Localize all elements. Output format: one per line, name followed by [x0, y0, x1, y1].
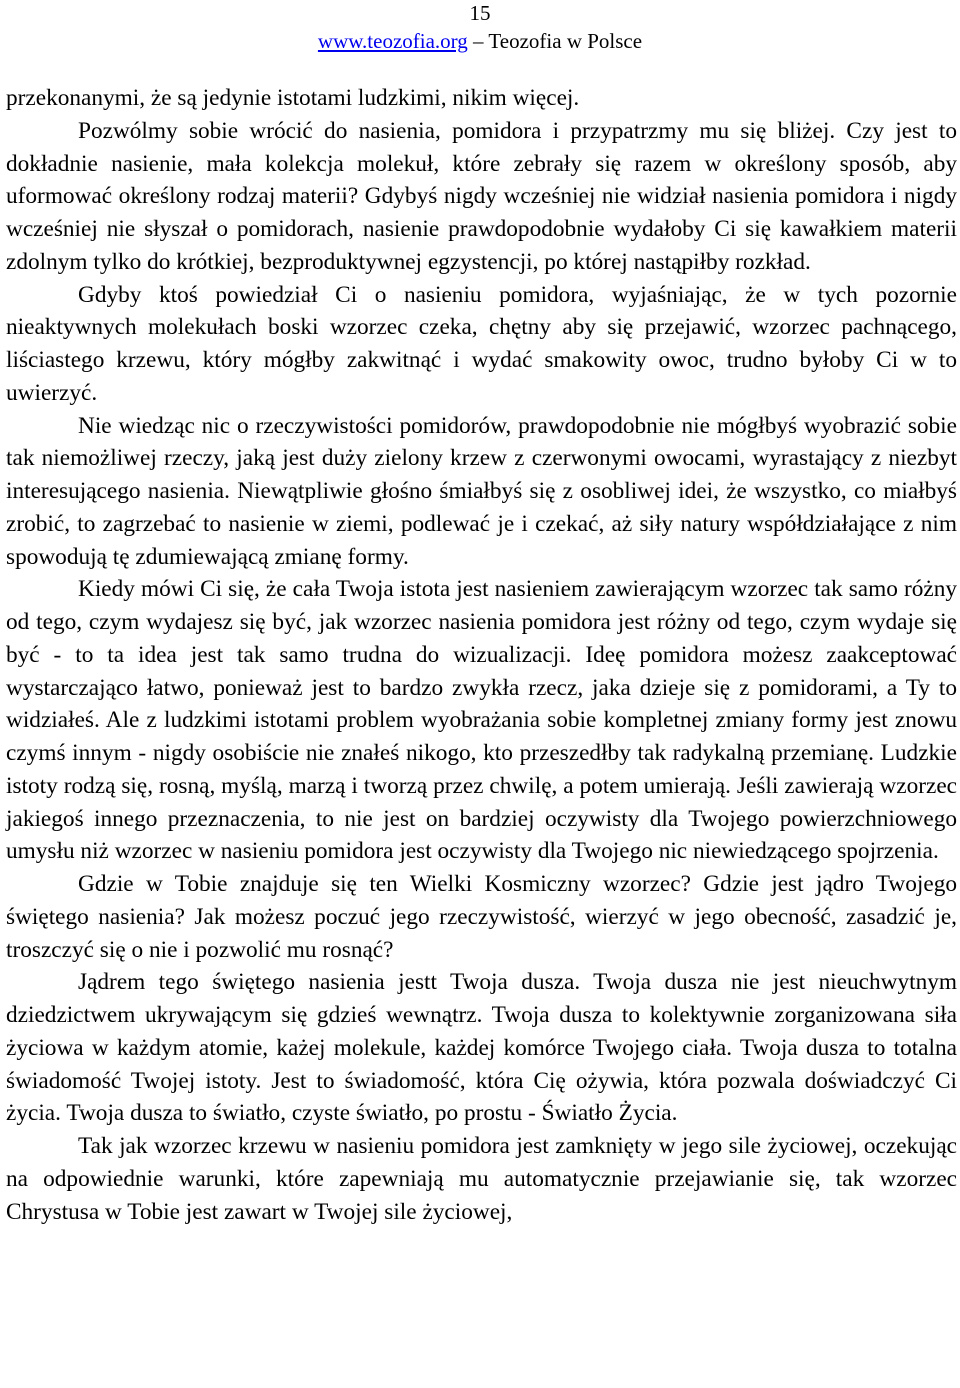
site-title: – Teozofia w Polsce	[467, 29, 643, 53]
paragraph-6: Gdzie w Tobie znajduje się ten Wielki Kosmiczny wzorzec? Gdzie jest jądro Twojego świętego nasienia? Jak możesz poczuć jego rzeczywistość, wierzyć w jego obecność, zasadzić je, troszczyć się o nie i pozwolić mu rosnąć?	[6, 871, 957, 963]
paragraph-5: Kiedy mówi Ci się, że cała Twoja istota jest nasieniem zawierającym wzorzec tak samo różny od tego, czym wydajesz się być, jak wzorzec nasienia pomidora jest różny od tego, czym wydaje się być - to ta idea jest tak samo trudna do wizualizacji. Ideę pomidora możesz zaakceptować wystarczająco łatwo, ponieważ jest to bardzo zwykła rzecz, jaka dzieje się z pomidorami, a Ty to widziałeś. Ale z ludzkimi istotami problem wyobrażania sobie kompletnej zmiany formy jest znowu czymś innym - nigdy osobiście nie znałeś nikogo, kto przeszedłby tak radykalną przemianę. Ludzkie istoty rodzą się, rosną, myślą, marzą i tworzą przez chwilę, a potem umierają. Jeśli zawierają wzorzec jakiegoś innego przeznaczenia, to nie jest on bardziej oczywisty dla Twojego powierzchniowego umysłu niż wzorzec w nasieniu pomidora jest oczywisty dla Twojego nic niewiedzącego spojrzenia.	[6, 576, 957, 865]
page-number: 15	[469, 1, 491, 25]
paragraph-8: Tak jak wzorzec krzewu w nasieniu pomidora jest zamknięty w jego sile życiowej, oczekując na odpowiednie warunki, które zapewniają mu automatycznie przejawianie się, tak wzorzec Chrystusa w Tobie jest zawart w Twojej sile życiowej,	[6, 1133, 957, 1225]
paragraph-3: Gdyby ktoś powiedział Ci o nasieniu pomidora, wyjaśniając, że w tych pozornie nieaktywnych molekułach boski wzorzec czeka, chętny aby się przejawić, wzorzec pachnącego, liściastego krzewu, który mógłby zakwitnąć i wydać smakowity owoc, trudno byłoby Ci w to uwierzyć.	[6, 281, 957, 406]
paragraph-2: Pozwólmy sobie wrócić do nasienia, pomidora i przypatrzmy mu się bliżej. Czy jest to dokładnie nasienie, mała kolekcja molekuł, które zebrały się razem w określony sposób, aby uformować określony rodzaj materii? Gdybyś nigdy wcześniej nie widział nasienia pomidora i nigdy wcześniej nie słyszał o pomidorach, nasienie prawdopodobnie wydałoby Ci się kawałkiem materii zdolnym tylko do krótkiej, bezproduktywnej egzystencji, po której nastąpiłby rozkład.	[6, 117, 957, 275]
paragraph-4: Nie wiedząc nic o rzeczywistości pomidorów, prawdopodobnie nie mógłbyś wyobrazić sobie tak niemożliwej rzeczy, jaką jest duży zielony krzew z czerwonymi owocami, wyrastający z niezbyt interesującego nasienia. Niewątpliwie głośno śmiałbyś się z osobliwej idei, że wszystko, co miałbyś zrobić, to zagrzebać to nasienie w ziemi, podlewać je i czekać, aż siły natury współdziałające z nim spowodują tę zdumiewającą zmianę formy.	[6, 412, 957, 570]
paragraph-7: Jądrem tego świętego nasienia jestt Twoja dusza. Twoja dusza nie jest nieuchwytnym dziedzictwem ukrywającym się gdzieś wewnątrz. Twoja dusza to kolektywnie zorganizowana siła życiowa w każdym atomie, każej molekule, każdej komórce Twojego ciała. Twoja dusza to totalna świadomość Twojej istoty. Jest to świadomość, która Cię ożywia, która pozwala doświadczyć Ci życia. Twoja dusza to światło, czyste światło, po prostu - Światło Życia.	[6, 969, 957, 1127]
site-link[interactable]: www.teozofia.org	[317, 29, 468, 53]
paragraph-1: przekonanymi, że są jedynie istotami ludzkimi, nikim więcej.	[6, 85, 580, 111]
running-header	[0, 29, 960, 53]
body-text	[6, 82, 957, 1228]
